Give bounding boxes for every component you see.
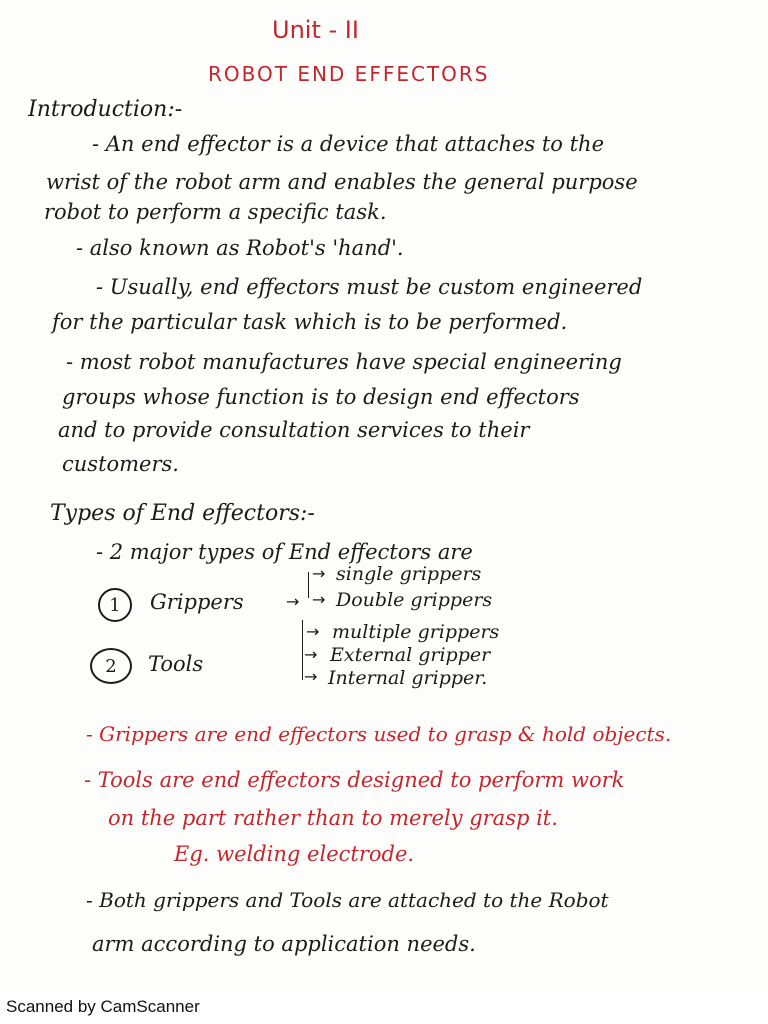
brace-line	[302, 620, 303, 680]
scanner-footer	[0, 994, 768, 1024]
type-gripper-label: Grippers	[150, 590, 244, 614]
note-line: on the part rather than to merely grasp it.	[108, 806, 558, 830]
closing-line: - Both grippers and Tools are attached to the Robot	[86, 888, 609, 912]
arrow-icon: →	[312, 590, 326, 609]
page-title: Unit - II	[272, 16, 359, 44]
scanner-watermark: Scanned by CamScanner	[6, 997, 200, 1016]
intro-line: - An end effector is a device that attaches to the	[92, 132, 605, 156]
gripper-kind: single grippers	[336, 563, 482, 585]
introduction-heading: Introduction:-	[28, 97, 183, 122]
gripper-kind: External gripper	[330, 644, 491, 666]
intro-line: - Usually, end effectors must be custom engineered	[96, 275, 643, 299]
note-line: - Tools are end effectors designed to perform work	[84, 768, 625, 792]
intro-line: robot to perform a specific task.	[44, 200, 387, 224]
arrow-icon: →	[306, 622, 320, 641]
note-line: Eg. welding electrode.	[174, 842, 415, 866]
page-subtitle: ROBOT END EFFECTORS	[208, 62, 490, 86]
arrow-icon: →	[286, 592, 300, 611]
intro-line: - most robot manufactures have special engineering	[66, 350, 622, 374]
types-intro: - 2 major types of End effectors are	[96, 540, 473, 564]
number-circle: 1	[98, 588, 132, 622]
types-heading: Types of End effectors:-	[50, 501, 315, 526]
gripper-kind: multiple grippers	[332, 621, 500, 643]
arrow-icon: →	[312, 564, 326, 583]
intro-line: - also known as Robot's 'hand'.	[76, 236, 404, 260]
gripper-kind: Internal gripper.	[328, 667, 488, 689]
arrow-icon: →	[304, 645, 318, 664]
gripper-kind: Double grippers	[336, 589, 493, 611]
closing-line: arm according to application needs.	[92, 932, 476, 956]
intro-line: customers.	[62, 452, 179, 476]
intro-line: for the particular task which is to be performed.	[52, 310, 568, 334]
type-tools-label: Tools	[148, 652, 204, 676]
number-circle: 2	[90, 648, 132, 684]
note-line: - Grippers are end effectors used to grasp & hold objects.	[86, 722, 672, 746]
intro-line: groups whose function is to design end effectors	[62, 385, 580, 409]
arrow-icon: →	[304, 667, 318, 686]
intro-line: wrist of the robot arm and enables the general purpose	[46, 170, 638, 194]
intro-line: and to provide consultation services to their	[58, 418, 530, 442]
brace-line	[308, 572, 309, 598]
